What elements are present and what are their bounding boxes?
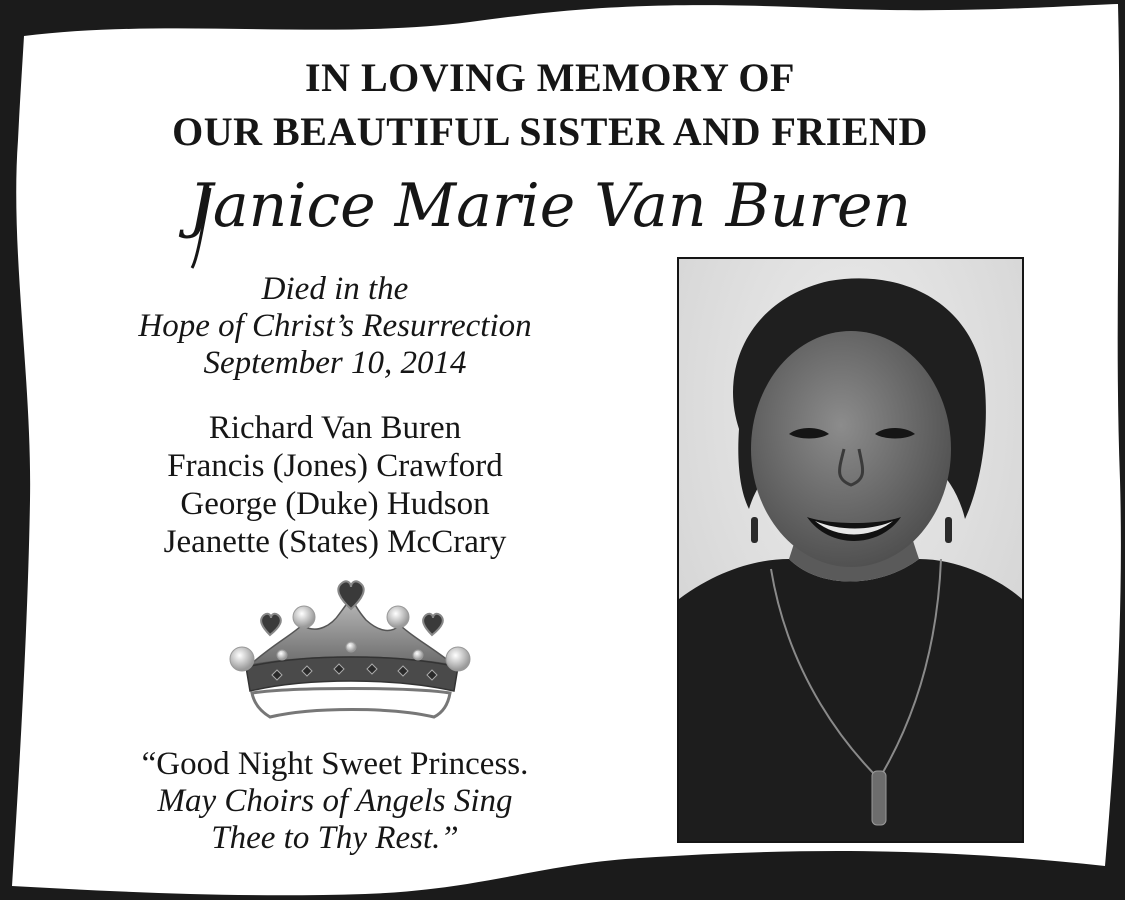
relative-name: Francis (Jones) Crawford	[167, 448, 503, 484]
death-notice-line-1: Died in the	[261, 271, 409, 307]
heading-line-1: IN LOVING MEMORY OF	[305, 55, 795, 100]
tiara-icon	[222, 565, 480, 725]
relative-name: George (Duke) Hudson	[180, 486, 490, 522]
name-text: Janice Marie Van Buren	[188, 171, 912, 241]
portrait-illustration	[679, 259, 1022, 841]
quote-line-1: “Good Night Sweet Princess.	[141, 746, 529, 782]
relative-name: Jeanette (States) McCrary	[163, 524, 507, 560]
relative-name: Richard Van Buren	[208, 410, 462, 446]
death-notice	[70, 271, 600, 382]
epitaph-quote	[70, 746, 600, 857]
death-date: September 10, 2014	[203, 345, 467, 381]
quote-line-2: May Choirs of Angels Sing	[157, 783, 513, 819]
quote-line-3: Thee to Thy Rest.”	[211, 820, 459, 856]
heading-line-2: OUR BEAUTIFUL SISTER AND FRIEND	[172, 109, 928, 154]
relatives-list	[70, 409, 600, 561]
portrait-photo	[677, 257, 1024, 843]
death-notice-line-2: Hope of Christ’s Resurrection	[138, 308, 532, 344]
